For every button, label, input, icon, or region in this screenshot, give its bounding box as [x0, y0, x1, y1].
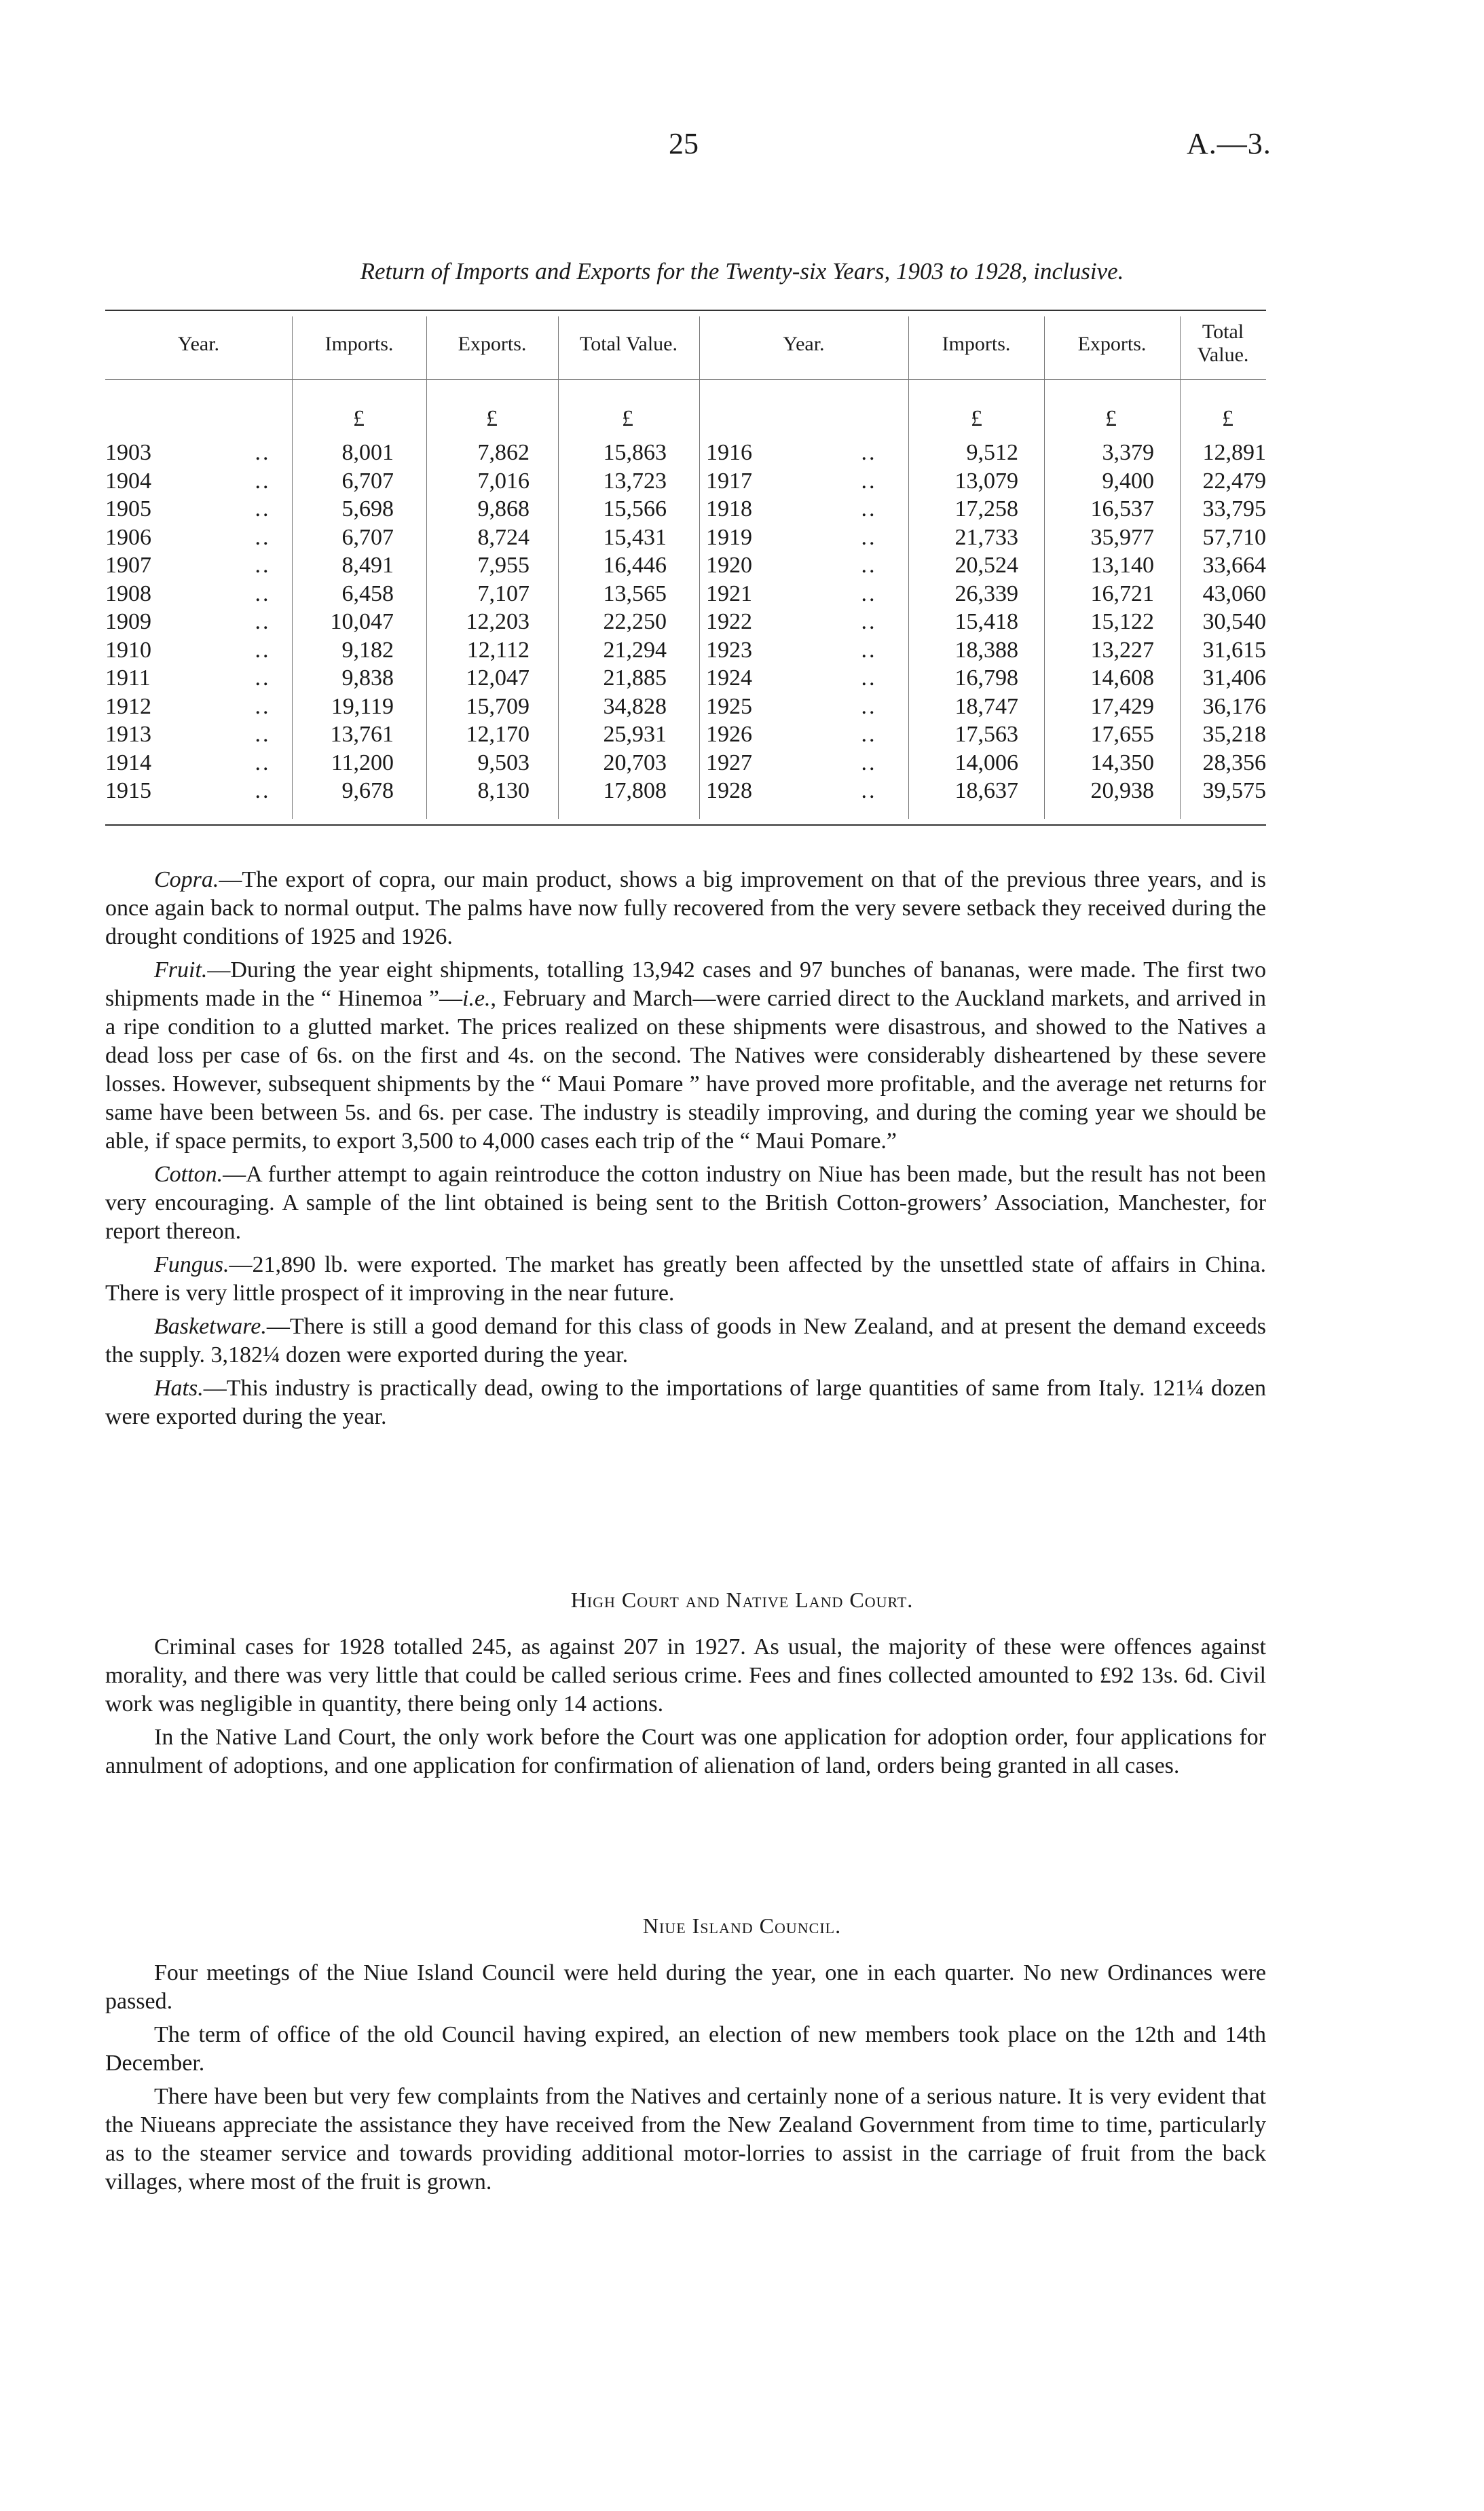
header-imports-right: Imports.: [942, 333, 1011, 355]
cell-imports: 18,747: [954, 693, 1018, 719]
cell-total: 28,356: [1202, 750, 1266, 775]
cell-total: 22,250: [603, 609, 667, 634]
cell-total: 33,664: [1202, 553, 1266, 578]
cell-total: 17,808: [603, 778, 667, 803]
cell-dots: ..: [255, 553, 271, 578]
currency-label: £: [1222, 406, 1233, 431]
header-year-right: Year.: [783, 333, 825, 355]
cell-year: 1916: [706, 440, 752, 465]
cell-exports: 17,655: [1090, 722, 1154, 747]
cell-year: 1928: [706, 778, 752, 803]
cell-dots: ..: [861, 468, 877, 494]
cell-exports: 7,955: [477, 553, 530, 578]
currency-label: £: [1105, 406, 1117, 431]
cell-dots: ..: [861, 693, 877, 719]
page-header: [0, 126, 1484, 167]
header-exports: Exports.: [458, 333, 527, 355]
cell-year: 1906: [105, 524, 151, 550]
cell-dots: ..: [861, 524, 877, 550]
cell-total: 39,575: [1202, 778, 1266, 803]
table-row: [0, 525, 1484, 553]
cell-dots: ..: [255, 693, 271, 719]
header-total-value-right: Total Value.: [1197, 320, 1249, 366]
table-row: [0, 750, 1484, 778]
cell-exports: 20,938: [1090, 778, 1154, 803]
cell-year: 1905: [105, 496, 151, 521]
cell-dots: ..: [255, 778, 271, 803]
fruit-title: Fruit.: [154, 957, 208, 983]
cell-exports: 15,122: [1090, 609, 1154, 634]
cell-imports: 6,458: [341, 581, 394, 606]
cell-imports: 13,079: [954, 468, 1018, 494]
cell-exports: 17,429: [1090, 693, 1154, 719]
cell-year: 1908: [105, 581, 151, 606]
cell-total: 15,431: [603, 524, 667, 550]
cotton-title: Cotton.: [154, 1162, 223, 1187]
court-paragraph-1: Criminal cases for 1928 totalled 245, as against 207 in 1927. As usual, the majority of these were offences against morality, and there was very little that could be called serious crime. Fees and fines collected amounted to £92 13s. 6d. Civil work was negligible in quantity, there being only 14 actions.: [105, 1634, 1266, 1717]
cell-total: 57,710: [1202, 524, 1266, 550]
cell-year: 1913: [105, 722, 151, 747]
cell-total: 22,479: [1202, 468, 1266, 494]
cell-year: 1918: [706, 496, 752, 521]
cell-imports: 8,491: [341, 553, 394, 578]
cell-dots: ..: [861, 553, 877, 578]
header-imports: Imports.: [324, 333, 394, 355]
cell-imports: 15,418: [954, 609, 1018, 634]
currency-label: £: [353, 406, 365, 431]
paragraph-copra: Copra.—The export of copra, our main product, shows a big improvement on that of the previous three years, and is once again back to normal output. The palms have now fully recovered from the very severe setback they received during the drought conditions of 1925 and 1926.: [105, 867, 1266, 949]
council-paragraph-2: The term of office of the old Council having expired, an election of new members took place on the 12th and 14th December.: [105, 2022, 1266, 2076]
cell-imports: 16,798: [954, 665, 1018, 691]
paragraph-hats: Hats.—This industry is practically dead, owing to the importations of large quantities of same from Italy. 121¼ dozen were exported during the year.: [105, 1376, 1266, 1429]
cell-dots: ..: [255, 468, 271, 494]
cell-year: 1920: [706, 553, 752, 578]
cell-imports: 10,047: [330, 609, 394, 634]
cell-dots: ..: [255, 665, 271, 691]
cell-year: 1912: [105, 693, 151, 719]
council-paragraph-3: There have been but very few complaints from the Natives and certainly none of a serious nature. It is very evident that the Niueans appreciate the assistance they have received from the New Zealand Government from time to time, particularly as to the steamer service and towards providing additional motor-lorries to assist in the carriage of fruit from the back villages, where most of the fruit is grown.: [105, 2084, 1266, 2195]
cell-total: 34,828: [603, 693, 667, 719]
council-section: [105, 1959, 1266, 2201]
cell-year: 1907: [105, 553, 151, 578]
cell-total: 43,060: [1202, 581, 1266, 606]
cell-imports: 8,001: [341, 440, 394, 465]
cell-total: 13,723: [603, 468, 667, 494]
table-row: [0, 665, 1484, 693]
cell-year: 1922: [706, 609, 752, 634]
table-row: [0, 496, 1484, 524]
cell-year: 1910: [105, 637, 151, 663]
cell-total: 13,565: [603, 581, 667, 606]
cell-dots: ..: [861, 778, 877, 803]
cell-imports: 17,563: [954, 722, 1018, 747]
cell-imports: 9,512: [966, 440, 1018, 465]
cell-exports: 16,537: [1090, 496, 1154, 521]
cell-exports: 12,112: [466, 637, 530, 663]
cell-dots: ..: [861, 609, 877, 634]
cell-total: 35,218: [1202, 722, 1266, 747]
council-paragraph-1: Four meetings of the Niue Island Council were held during the year, one in each quarter. No new Ordinances were passed.: [105, 1960, 1266, 2014]
cell-total: 36,176: [1202, 693, 1266, 719]
cell-imports: 6,707: [341, 524, 394, 550]
copra-title: Copra.: [154, 867, 219, 892]
table-row: [0, 778, 1484, 806]
cell-exports: 8,724: [477, 524, 530, 550]
table-row: [0, 722, 1484, 750]
table-row: [0, 638, 1484, 665]
cell-total: 25,931: [603, 722, 667, 747]
cell-dots: ..: [861, 722, 877, 747]
cell-total: 15,863: [603, 440, 667, 465]
header-total-value: Total Value.: [580, 333, 678, 355]
council-heading: Niue Island Council.: [642, 1913, 842, 1938]
cell-total: 31,615: [1202, 637, 1266, 663]
cell-exports: 16,721: [1090, 581, 1154, 606]
cell-dots: ..: [255, 440, 271, 465]
cell-year: 1909: [105, 609, 151, 634]
cell-total: 21,294: [603, 637, 667, 663]
cell-imports: 9,838: [341, 665, 394, 691]
cell-exports: 9,503: [477, 750, 530, 775]
table-row: [0, 469, 1484, 496]
currency-label: £: [622, 406, 633, 431]
fungus-title: Fungus.: [154, 1252, 229, 1277]
cell-imports: 20,524: [954, 553, 1018, 578]
cell-year: 1927: [706, 750, 752, 775]
header-year: Year.: [177, 333, 220, 355]
cell-total: 30,540: [1202, 609, 1266, 634]
cell-year: 1911: [105, 665, 151, 691]
cell-imports: 17,258: [954, 496, 1018, 521]
cell-dots: ..: [861, 581, 877, 606]
table-row: [0, 694, 1484, 722]
paragraph-fruit: Fruit.—During the year eight shipments, totalling 13,942 cases and 97 bunches of bananas, were made. The first two shipments made in the “ Hinemoa ”—i.e., February and March—were carried direct to the Auckland markets, and arrived in a ripe condition to a glutted market. The prices realized on these shipments were disastrous, and showed to the Natives a dead loss per case of 6s. on the first and 4s. on the second. The Natives were considerably disheartened by these severe losses. However, subsequent shipments by the “ Maui Pomare ” have proved more profitable, and the average net returns for same have been between 5s. and 6s. per case. The industry is steadily improving, and during the coming year we should be able, if space permits, to export 3,500 to 4,000 cases each trip of the “ Maui Pomare.”: [105, 957, 1266, 1154]
cell-imports: 9,182: [341, 637, 394, 663]
paragraph-basketware: Basketware.—There is still a good demand for this class of goods in New Zealand, and at present the demand exceeds the supply. 3,182¼ dozen were exported during the year.: [105, 1314, 1266, 1368]
cell-year: 1903: [105, 440, 151, 465]
cell-exports: 14,350: [1090, 750, 1154, 775]
cell-dots: ..: [255, 750, 271, 775]
hats-title: Hats.: [154, 1376, 204, 1401]
cell-total: 33,795: [1202, 496, 1266, 521]
cell-year: 1921: [706, 581, 752, 606]
cell-exports: 12,203: [466, 609, 530, 634]
cell-year: 1923: [706, 637, 752, 663]
cell-year: 1914: [105, 750, 151, 775]
cell-dots: ..: [255, 524, 271, 550]
cell-imports: 5,698: [341, 496, 394, 521]
cell-imports: 11,200: [331, 750, 394, 775]
cell-year: 1904: [105, 468, 151, 494]
table-bottom-rule: [105, 824, 1266, 826]
cell-exports: 7,107: [477, 581, 530, 606]
cell-year: 1925: [706, 693, 752, 719]
header-exports-right: Exports.: [1077, 333, 1147, 355]
cell-total: 31,406: [1202, 665, 1266, 691]
cell-year: 1924: [706, 665, 752, 691]
cell-total: 12,891: [1202, 440, 1266, 465]
cell-total: 16,446: [603, 553, 667, 578]
cell-dots: ..: [255, 637, 271, 663]
cell-dots: ..: [255, 609, 271, 634]
cell-exports: 15,709: [466, 693, 530, 719]
cell-dots: ..: [255, 581, 271, 606]
cell-imports: 18,388: [954, 637, 1018, 663]
cell-dots: ..: [255, 496, 271, 521]
cell-total: 15,566: [603, 496, 667, 521]
cell-exports: 12,047: [466, 665, 530, 691]
currency-label: £: [971, 406, 982, 431]
cell-exports: 35,977: [1090, 524, 1154, 550]
court-section: [105, 1633, 1266, 1785]
cell-exports: 14,608: [1090, 665, 1154, 691]
cell-year: 1919: [706, 524, 752, 550]
cell-exports: 9,868: [477, 496, 530, 521]
cell-exports: 8,130: [477, 778, 530, 803]
cell-imports: 19,119: [331, 693, 394, 719]
paragraph-cotton: Cotton.—A further attempt to again reintroduce the cotton industry on Niue has been made, but the result has not been very encouraging. A sample of the lint obtained is being sent to the British Cotton-growers’ Association, Manchester, for report thereon.: [105, 1162, 1266, 1244]
cell-total: 20,703: [603, 750, 667, 775]
cell-imports: 9,678: [341, 778, 394, 803]
cell-total: 21,885: [603, 665, 667, 691]
currency-label: £: [486, 406, 498, 431]
cell-year: 1926: [706, 722, 752, 747]
basketware-title: Basketware.: [154, 1314, 267, 1339]
table-header-rule: [105, 379, 1266, 380]
court-heading: High Court and Native Land Court.: [570, 1588, 914, 1612]
cell-imports: 26,339: [954, 581, 1018, 606]
cell-exports: 7,862: [477, 440, 530, 465]
cell-exports: 12,170: [466, 722, 530, 747]
cell-dots: ..: [255, 722, 271, 747]
cell-exports: 7,016: [477, 468, 530, 494]
cell-dots: ..: [861, 750, 877, 775]
table-row: [0, 609, 1484, 637]
cell-exports: 3,379: [1102, 440, 1154, 465]
cell-imports: 14,006: [954, 750, 1018, 775]
cell-dots: ..: [861, 440, 877, 465]
cell-year: 1917: [706, 468, 752, 494]
cell-dots: ..: [861, 637, 877, 663]
cell-year: 1915: [105, 778, 151, 803]
paragraph-fungus: Fungus.—21,890 lb. were exported. The market has greatly been affected by the unsettled state of affairs in China. There is very little prospect of it improving in the near future.: [105, 1252, 1266, 1306]
table-row: [0, 440, 1484, 468]
cell-imports: 13,761: [330, 722, 394, 747]
cell-dots: ..: [861, 496, 877, 521]
court-paragraph-2: In the Native Land Court, the only work before the Court was one application for adoption order, four applications for annulment of adoptions, and one application for confirmation of alienation of land, orders being granted in all cases.: [105, 1725, 1266, 1778]
cell-exports: 13,140: [1090, 553, 1154, 578]
cell-exports: 13,227: [1090, 637, 1154, 663]
cell-exports: 9,400: [1102, 468, 1154, 494]
table-top-rule: [105, 310, 1266, 311]
page-number: 25: [669, 127, 699, 160]
table-title: Return of Imports and Exports for the Twenty-six Years, 1903 to 1928, inclusive.: [360, 258, 1124, 285]
produce-section: [105, 866, 1266, 1436]
page-reference: A.—3.: [1187, 127, 1272, 160]
cell-imports: 18,637: [954, 778, 1018, 803]
cell-imports: 21,733: [954, 524, 1018, 550]
table-row: [0, 553, 1484, 581]
table-row: [0, 581, 1484, 609]
cell-imports: 6,707: [341, 468, 394, 494]
cell-dots: ..: [861, 665, 877, 691]
